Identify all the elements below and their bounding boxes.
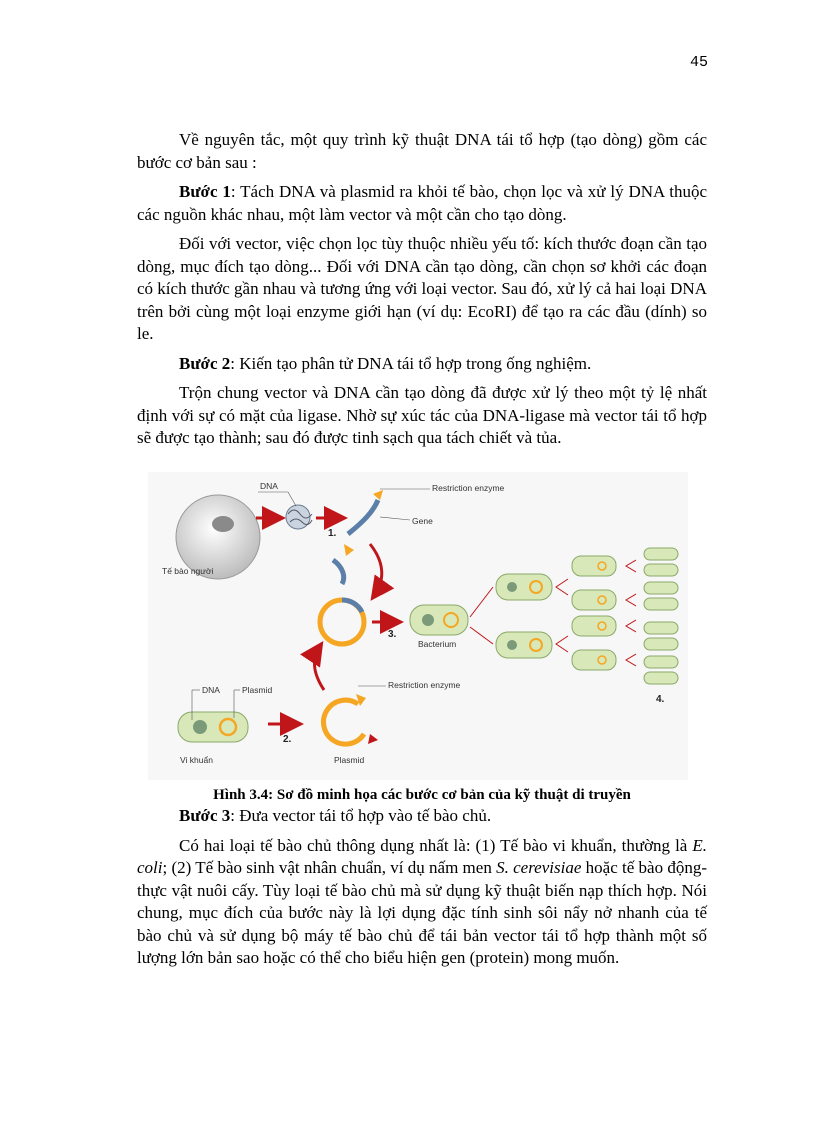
cut-plasmid	[323, 694, 378, 744]
bacterium-generation-2	[496, 574, 552, 658]
plasmid-bottom-label: Plasmid	[334, 755, 365, 765]
curved-arrow-up	[314, 646, 324, 690]
step2-paragraph	[137, 353, 707, 376]
gene-fragment	[348, 500, 378, 534]
bacterium-generation-4	[644, 548, 678, 684]
dna-tangle	[286, 505, 312, 529]
restriction-bottom-label: Restriction enzyme	[388, 680, 461, 690]
dna-top-label: DNA	[260, 481, 278, 491]
gene-label: Gene	[412, 516, 433, 526]
step2-label: Bước 2	[179, 353, 231, 373]
step1-paragraph	[137, 181, 707, 226]
curved-arrow-down	[370, 544, 382, 596]
bacterium	[410, 605, 468, 635]
restriction-enzyme-cut-icon	[344, 544, 354, 556]
figure-diagram	[148, 472, 688, 780]
host-text-1: Có hai loại tế bào chủ thông dụng nhất là: (1) Tế bào vi khuẩn, thường là	[179, 835, 693, 855]
restriction-enzyme-top-icon	[373, 490, 383, 500]
bacterium-label: Bacterium	[418, 639, 457, 649]
step3-number: 3.	[388, 629, 397, 640]
step3-text: : Đưa vector tái tổ hợp vào tế bào chủ.	[230, 806, 492, 825]
yeast-term: S. cerevisiae	[496, 858, 582, 877]
ecoli-term: E. coli	[137, 835, 707, 877]
vector-paragraph: Đối với vector, việc chọn lọc tùy thuộc nhiều yếu tố: kích thước đoạn cần tạo dòng, mục đích tạo dòng... Đối với DNA cần tạo dòng, cần chọn sơ khởi các đoạn có kích thước gần nhau và tương ứng với loại vector. Sau đó, xử lý cả hai loại DNA trên bởi cùng một loại enzyme giới hạn (ví dụ: EcoRI) để tạo ra các đầu (dính) so le.	[137, 234, 707, 343]
dna-bottom-label: DNA	[202, 685, 220, 695]
step1-text: : Tách DNA và plasmid ra khỏi tế bào, chọn lọc và xử lý DNA thuộc các nguồn khác nhau, một làm vector và một cần cho tạo dòng.	[137, 182, 707, 224]
source-bacterium	[178, 712, 248, 742]
recombinant-plasmid	[320, 600, 364, 644]
gene-fragment-cut	[333, 560, 344, 584]
step2-text: : Kiến tạo phân tử DNA tái tổ hợp trong ống nghiệm.	[230, 353, 592, 373]
body-text-bottom	[137, 805, 707, 977]
bacteria-label: Vi khuẩn	[180, 755, 213, 765]
host-text-2: ; (2) Tế bào sinh vật nhân chuẩn, ví dụ nấm men	[162, 858, 497, 877]
step4-number: 4.	[656, 694, 665, 705]
figure-caption: Hình 3.4: Sơ đồ minh họa các bước cơ bản của kỹ thuật di truyền	[213, 787, 631, 803]
plasmid-top-label: Plasmid	[242, 685, 273, 695]
body-text-top	[137, 129, 707, 457]
host-paragraph	[137, 835, 707, 970]
step3-paragraph	[137, 805, 707, 828]
genetic-engineering-figure	[148, 472, 688, 780]
step1-number: 1.	[328, 528, 337, 539]
page-number: 45	[689, 54, 708, 71]
step3-label: Bước 3	[179, 806, 231, 825]
host-text-3: hoặc tế bào động-thực vật nuôi cấy. Tùy loại tế bào chủ mà sử dụng kỹ thuật biến nạp thích hợp. Nói chung, mục đích của bước này là lợi dụng đặc tính sinh sôi nẩy nở nhanh của tế bào chủ và sử dụng bộ máy tế bào chủ để tái bản vector tái tổ hợp thành một số lượng lớn bản sao hoặc có thể cho biểu hiện gen (protein) mong muốn.	[137, 858, 707, 967]
human-cell-label: Tế bào người	[162, 566, 214, 576]
restriction-top-label: Restriction enzyme	[432, 483, 505, 493]
intro-paragraph: Về nguyên tắc, một quy trình kỹ thuật DNA tái tổ hợp (tạo dòng) gồm các bước cơ bản sau :	[137, 130, 707, 172]
bacterium-generation-3	[572, 556, 616, 670]
step2-number: 2.	[283, 734, 292, 745]
step1-label: Bước 1	[179, 182, 231, 201]
mix-paragraph: Trộn chung vector và DNA cần tạo dòng đã được xử lý theo một tỷ lệ nhất định với sự có mặt của ligase. Nhờ sự xúc tác của DNA-ligase mà vector tái tổ hợp sẽ được tạo thành; sau đó được tinh sạch qua tách chiết và tủa.	[137, 383, 707, 447]
